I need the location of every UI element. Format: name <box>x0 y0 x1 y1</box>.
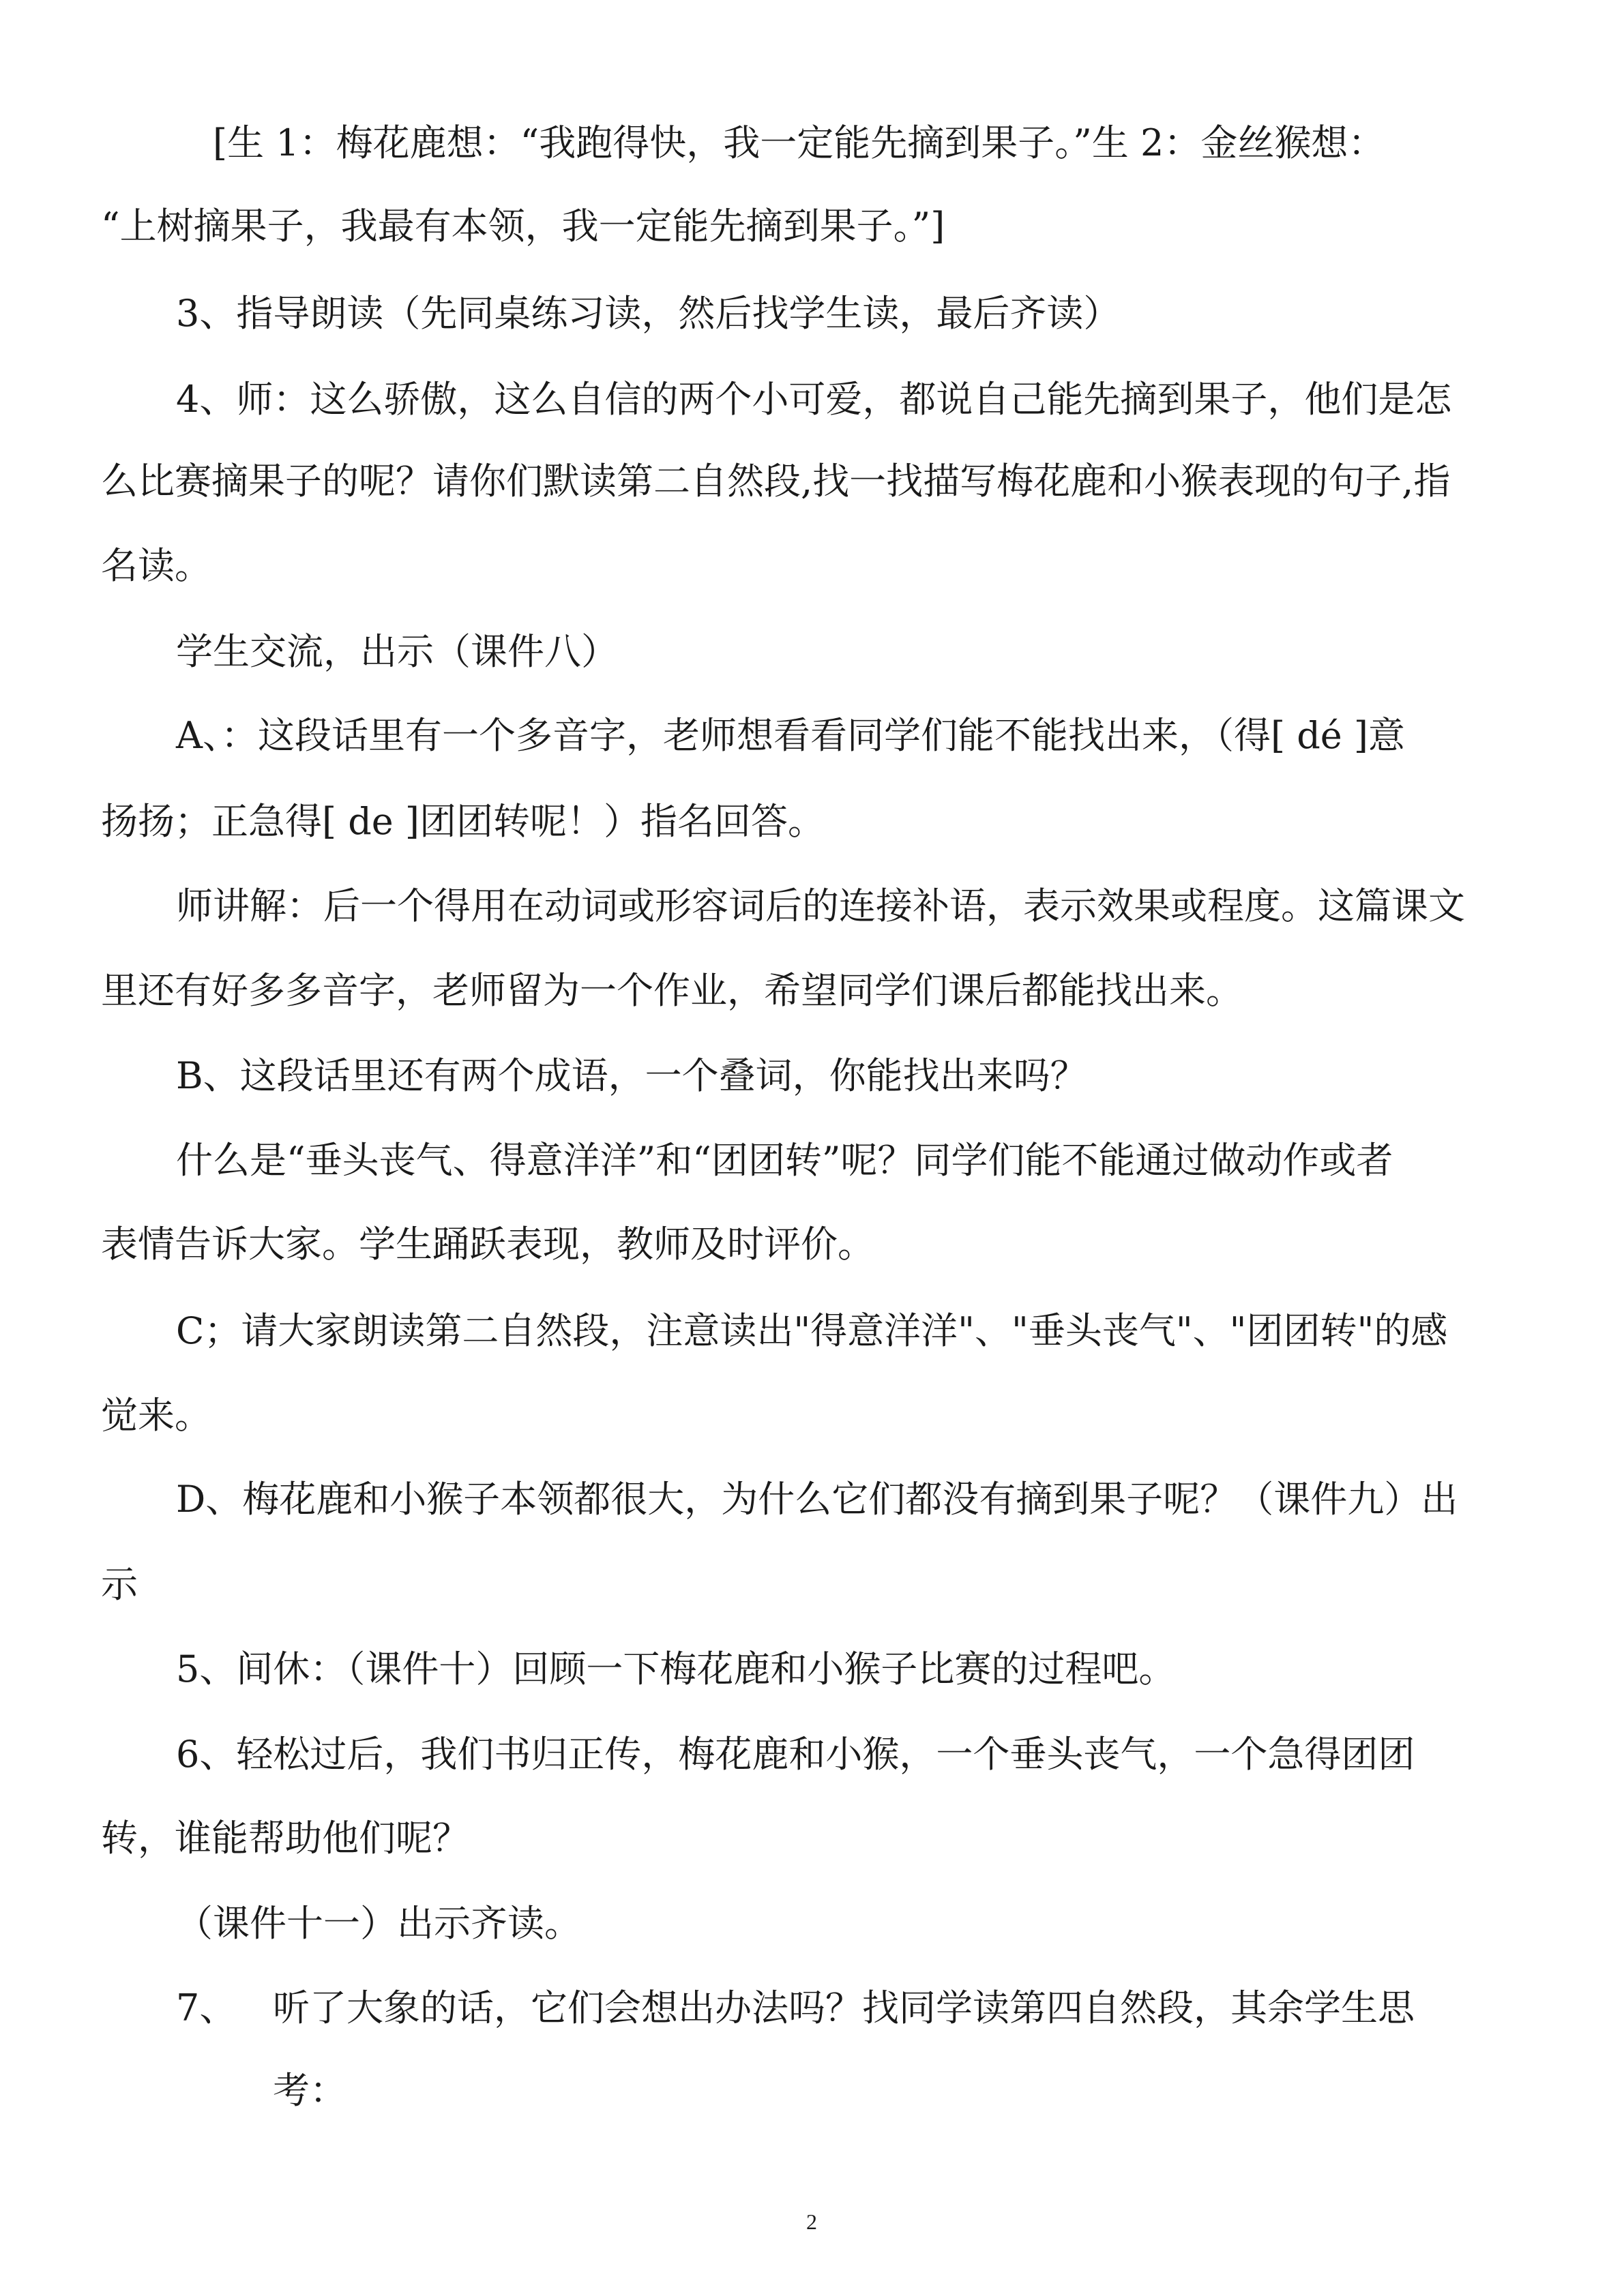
text-line: 表情告诉大家。学生踊跃表现，教师及时评价。 <box>101 1223 874 1266</box>
text-line: 名读。 <box>101 544 211 587</box>
text-line: 么比赛摘果子的呢？请你们默读第二自然段,找一找描写梅花鹿和小猴表现的句子,指 <box>101 460 1451 503</box>
page-number: 2 <box>806 2209 817 2234</box>
text-line: 师讲解：后一个得用在动词或形容词后的连接补语，表示效果或程度。这篇课文 <box>176 884 1465 927</box>
list-marker: 7、 <box>176 1986 237 2029</box>
text-line: D、梅花鹿和小猴子本领都很大，为什么它们都没有摘到果子呢？（课件九）出 <box>176 1478 1458 1521</box>
text-line: 听了大象的话，它们会想出办法吗？找同学读第四自然段，其余学生思 <box>273 1986 1415 2029</box>
text-line: 觉来。 <box>101 1394 211 1437</box>
text-line: 5、间休：（课件十）回顾一下梅花鹿和小猴子比赛的过程吧。 <box>176 1648 1176 1690</box>
text-line: 扬扬；正急得[ de ]团团转呢！）指名回答。 <box>101 800 825 843</box>
text-line: B、这段话里还有两个成语，一个叠词，你能找出来吗？ <box>176 1054 1087 1097</box>
text-line: 什么是“垂头丧气、得意洋洋”和“团团转”呢？同学们能不能通过做动作或者 <box>176 1139 1393 1182</box>
text-line: [生 1：梅花鹿想：“我跑得快，我一定能先摘到果子。”生 2：金丝猴想： <box>213 121 1385 164</box>
text-line: A、：这段话里有一个多音字，老师想看看同学们能不能找出来，（得[ dé ]意 <box>176 714 1405 757</box>
text-line: （课件十一）出示齐读。 <box>176 1902 581 1945</box>
text-line: C；请大家朗读第二自然段，注意读出"得意洋洋"、"垂头丧气"、"团团转"的感 <box>176 1309 1448 1352</box>
text-line: 考： <box>273 2069 346 2112</box>
text-line: 4、师：这么骄傲，这么自信的两个小可爱，都说自己能先摘到果子，他们是怎 <box>176 378 1452 421</box>
text-line: 6、轻松过后，我们书归正传，梅花鹿和小猴，一个垂头丧气，一个急得团团 <box>176 1733 1415 1776</box>
text-line: 3、指导朗读（先同桌练习读，然后找学生读，最后齐读） <box>176 292 1121 335</box>
text-line: 示 <box>101 1563 138 1606</box>
text-line: 里还有好多多音字，老师留为一个作业，希望同学们课后都能找出来。 <box>101 969 1243 1012</box>
text-line: 转，谁能帮助他们呢？ <box>101 1817 469 1860</box>
text-line: 学生交流，出示（课件八） <box>176 630 618 673</box>
text-line: “上树摘果子，我最有本领，我一定能先摘到果子。”] <box>101 205 945 248</box>
